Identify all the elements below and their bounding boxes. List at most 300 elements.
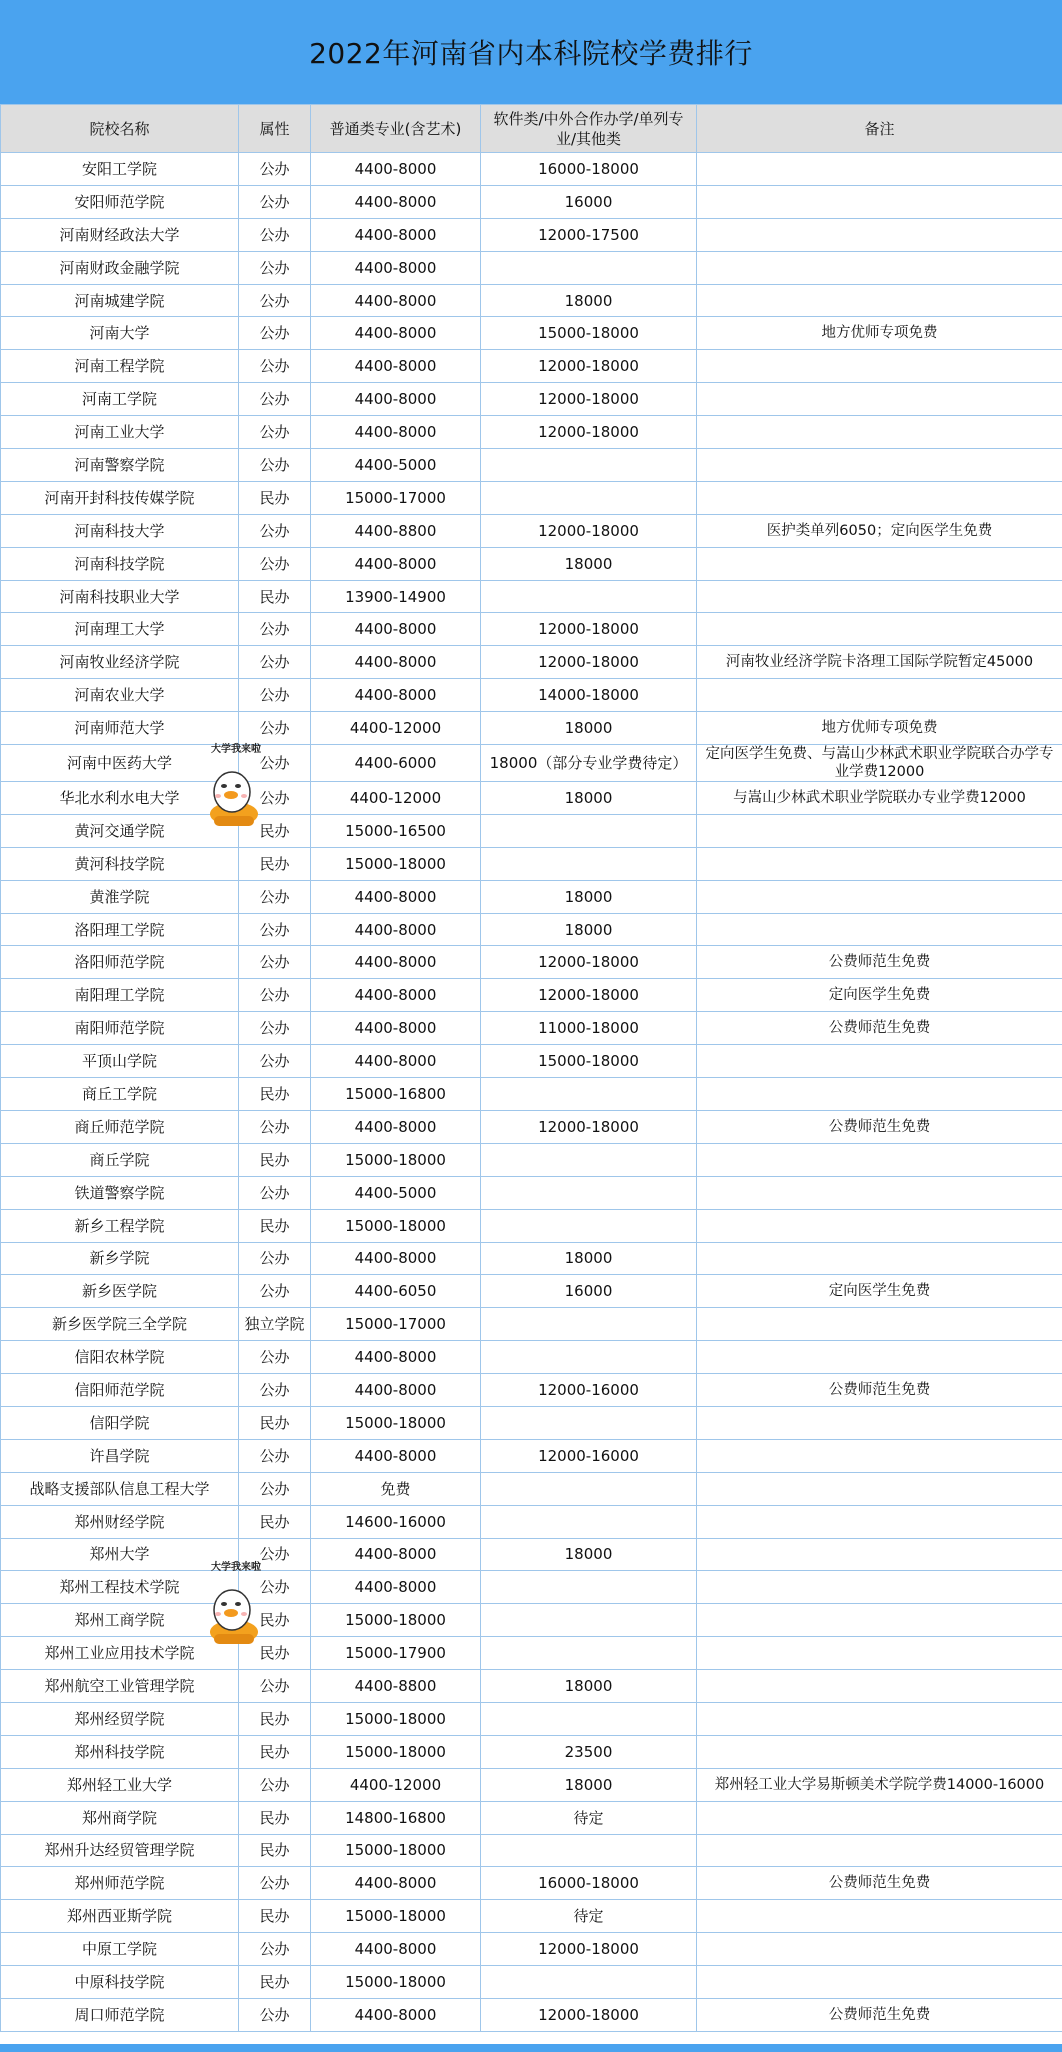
special-fee-cell bbox=[481, 251, 697, 284]
special-fee-cell: 15000-18000 bbox=[481, 317, 697, 350]
note-cell bbox=[697, 251, 1062, 284]
special-fee-cell bbox=[481, 1078, 697, 1111]
school-type-cell: 民办 bbox=[239, 1637, 311, 1670]
regular-fee-cell: 14600-16000 bbox=[311, 1505, 481, 1538]
note-cell bbox=[697, 1406, 1062, 1439]
table-row bbox=[1, 1439, 1062, 1472]
note-cell bbox=[697, 449, 1062, 482]
table-row bbox=[1, 1012, 1062, 1045]
regular-fee-cell: 15000-18000 bbox=[311, 1735, 481, 1768]
table-row bbox=[1, 1341, 1062, 1374]
regular-fee-cell: 15000-18000 bbox=[311, 1143, 481, 1176]
table-row bbox=[1, 646, 1062, 679]
header-note: 备注 bbox=[697, 105, 1062, 153]
note-cell bbox=[697, 350, 1062, 383]
table-header bbox=[1, 105, 1062, 153]
school-type-cell: 民办 bbox=[239, 1900, 311, 1933]
note-cell bbox=[697, 1143, 1062, 1176]
note-cell bbox=[697, 1966, 1062, 1999]
special-fee-cell bbox=[481, 1571, 697, 1604]
school-name-cell: 新乡医学院三全学院 bbox=[1, 1308, 239, 1341]
table-row bbox=[1, 547, 1062, 580]
special-fee-cell: 18000 bbox=[481, 782, 697, 815]
school-name-cell: 河南中医药大学 bbox=[1, 745, 239, 782]
note-cell: 地方优师专项免费 bbox=[697, 712, 1062, 745]
table-row bbox=[1, 613, 1062, 646]
header-row bbox=[1, 105, 1062, 153]
special-fee-cell: 18000 bbox=[481, 1538, 697, 1571]
note-cell: 与嵩山少林武术职业学院联办专业学费12000 bbox=[697, 782, 1062, 815]
note-cell bbox=[697, 1242, 1062, 1275]
note-cell bbox=[697, 185, 1062, 218]
regular-fee-cell: 4400-12000 bbox=[311, 782, 481, 815]
duck-sticker bbox=[188, 740, 284, 832]
note-cell bbox=[697, 218, 1062, 251]
school-type-cell: 公办 bbox=[239, 613, 311, 646]
school-type-cell: 公办 bbox=[239, 745, 311, 782]
special-fee-cell: 16000-18000 bbox=[481, 153, 697, 186]
school-name-cell: 安阳师范学院 bbox=[1, 185, 239, 218]
regular-fee-cell: 4400-8000 bbox=[311, 251, 481, 284]
table-row bbox=[1, 1834, 1062, 1867]
school-type-cell: 公办 bbox=[239, 1341, 311, 1374]
special-fee-cell bbox=[481, 1308, 697, 1341]
school-name-cell: 洛阳理工学院 bbox=[1, 913, 239, 946]
regular-fee-cell: 4400-8000 bbox=[311, 350, 481, 383]
note-cell bbox=[697, 1900, 1062, 1933]
special-fee-cell bbox=[481, 1505, 697, 1538]
school-name-cell: 郑州工程技术学院 bbox=[1, 1571, 239, 1604]
school-name-cell: 商丘学院 bbox=[1, 1143, 239, 1176]
regular-fee-cell: 14800-16800 bbox=[311, 1801, 481, 1834]
school-type-cell: 公办 bbox=[239, 1867, 311, 1900]
school-name-cell: 新乡学院 bbox=[1, 1242, 239, 1275]
regular-fee-cell: 4400-8000 bbox=[311, 1867, 481, 1900]
regular-fee-cell: 4400-8000 bbox=[311, 880, 481, 913]
regular-fee-cell: 4400-8000 bbox=[311, 946, 481, 979]
school-name-cell: 河南工业大学 bbox=[1, 416, 239, 449]
tuition-table bbox=[0, 104, 1062, 2032]
school-type-cell: 公办 bbox=[239, 880, 311, 913]
school-name-cell: 郑州经贸学院 bbox=[1, 1702, 239, 1735]
school-name-cell: 郑州轻工业大学 bbox=[1, 1768, 239, 1801]
note-cell bbox=[697, 153, 1062, 186]
regular-fee-cell: 4400-8000 bbox=[311, 416, 481, 449]
regular-fee-cell: 4400-8000 bbox=[311, 1242, 481, 1275]
table-row bbox=[1, 1604, 1062, 1637]
note-cell: 定向医学生免费、与嵩山少林武术职业学院联合办学专业学费12000 bbox=[697, 745, 1062, 782]
regular-fee-cell: 15000-16800 bbox=[311, 1078, 481, 1111]
regular-fee-cell: 4400-12000 bbox=[311, 712, 481, 745]
regular-fee-cell: 4400-8000 bbox=[311, 1341, 481, 1374]
school-name-cell: 黄河科技学院 bbox=[1, 847, 239, 880]
regular-fee-cell: 4400-8000 bbox=[311, 185, 481, 218]
note-cell bbox=[697, 1538, 1062, 1571]
special-fee-cell: 18000（部分专业学费待定） bbox=[481, 745, 697, 782]
school-name-cell: 信阳学院 bbox=[1, 1406, 239, 1439]
regular-fee-cell: 免费 bbox=[311, 1472, 481, 1505]
special-fee-cell bbox=[481, 580, 697, 613]
note-cell: 公费师范生免费 bbox=[697, 946, 1062, 979]
school-name-cell: 安阳工学院 bbox=[1, 153, 239, 186]
regular-fee-cell: 4400-8000 bbox=[311, 1110, 481, 1143]
table-row bbox=[1, 481, 1062, 514]
table-row bbox=[1, 1143, 1062, 1176]
note-cell bbox=[697, 1045, 1062, 1078]
note-cell bbox=[697, 1702, 1062, 1735]
special-fee-cell: 18000 bbox=[481, 1768, 697, 1801]
regular-fee-cell: 15000-17900 bbox=[311, 1637, 481, 1670]
table-row bbox=[1, 1768, 1062, 1801]
regular-fee-cell: 4400-8000 bbox=[311, 1012, 481, 1045]
table-row bbox=[1, 1702, 1062, 1735]
special-fee-cell: 12000-18000 bbox=[481, 416, 697, 449]
special-fee-cell bbox=[481, 449, 697, 482]
regular-fee-cell: 4400-8000 bbox=[311, 153, 481, 186]
table-row bbox=[1, 847, 1062, 880]
special-fee-cell: 18000 bbox=[481, 284, 697, 317]
note-cell bbox=[697, 880, 1062, 913]
table-row bbox=[1, 251, 1062, 284]
table-row bbox=[1, 782, 1062, 815]
school-name-cell: 河南工程学院 bbox=[1, 350, 239, 383]
table-row bbox=[1, 284, 1062, 317]
table-row bbox=[1, 1045, 1062, 1078]
school-type-cell: 公办 bbox=[239, 1012, 311, 1045]
note-cell: 公费师范生免费 bbox=[697, 1867, 1062, 1900]
school-name-cell: 河南牧业经济学院 bbox=[1, 646, 239, 679]
school-type-cell: 公办 bbox=[239, 1670, 311, 1703]
table-row bbox=[1, 514, 1062, 547]
table-row bbox=[1, 946, 1062, 979]
duck-sticker bbox=[188, 1558, 284, 1650]
school-name-cell: 许昌学院 bbox=[1, 1439, 239, 1472]
school-type-cell: 公办 bbox=[239, 1998, 311, 2031]
school-type-cell: 民办 bbox=[239, 1834, 311, 1867]
regular-fee-cell: 4400-8000 bbox=[311, 646, 481, 679]
special-fee-cell: 23500 bbox=[481, 1735, 697, 1768]
regular-fee-cell: 15000-18000 bbox=[311, 1966, 481, 1999]
special-fee-cell bbox=[481, 1176, 697, 1209]
school-name-cell: 平顶山学院 bbox=[1, 1045, 239, 1078]
table-row bbox=[1, 1406, 1062, 1439]
note-cell bbox=[697, 613, 1062, 646]
special-fee-cell bbox=[481, 1406, 697, 1439]
school-name-cell: 郑州科技学院 bbox=[1, 1735, 239, 1768]
special-fee-cell: 12000-18000 bbox=[481, 1998, 697, 2031]
header-regular-fee: 普通类专业(含艺术) bbox=[311, 105, 481, 153]
table-row bbox=[1, 185, 1062, 218]
school-type-cell: 公办 bbox=[239, 1933, 311, 1966]
special-fee-cell: 12000-18000 bbox=[481, 979, 697, 1012]
school-name-cell: 河南理工大学 bbox=[1, 613, 239, 646]
regular-fee-cell: 15000-18000 bbox=[311, 1209, 481, 1242]
special-fee-cell: 待定 bbox=[481, 1801, 697, 1834]
note-cell bbox=[697, 481, 1062, 514]
school-type-cell: 公办 bbox=[239, 979, 311, 1012]
school-name-cell: 河南工学院 bbox=[1, 383, 239, 416]
note-cell: 医护类单列6050；定向医学生免费 bbox=[697, 514, 1062, 547]
school-name-cell: 信阳师范学院 bbox=[1, 1374, 239, 1407]
school-name-cell: 华北水利水电大学 bbox=[1, 782, 239, 815]
special-fee-cell: 18000 bbox=[481, 1670, 697, 1703]
page-title: 2022年河南省内本科院校学费排行 bbox=[309, 37, 753, 70]
regular-fee-cell: 4400-8800 bbox=[311, 1670, 481, 1703]
note-cell bbox=[697, 1933, 1062, 1966]
school-type-cell: 民办 bbox=[239, 1209, 311, 1242]
special-fee-cell: 待定 bbox=[481, 1900, 697, 1933]
table-row bbox=[1, 1275, 1062, 1308]
school-type-cell: 公办 bbox=[239, 153, 311, 186]
special-fee-cell: 12000-18000 bbox=[481, 350, 697, 383]
school-type-cell: 民办 bbox=[239, 1406, 311, 1439]
special-fee-cell: 18000 bbox=[481, 880, 697, 913]
header-school-type: 属性 bbox=[239, 105, 311, 153]
note-cell bbox=[697, 547, 1062, 580]
table-row bbox=[1, 317, 1062, 350]
school-name-cell: 郑州财经学院 bbox=[1, 1505, 239, 1538]
table-body bbox=[1, 153, 1062, 2032]
table-row bbox=[1, 1078, 1062, 1111]
school-name-cell: 新乡医学院 bbox=[1, 1275, 239, 1308]
table-row bbox=[1, 1308, 1062, 1341]
school-type-cell: 民办 bbox=[239, 1801, 311, 1834]
bottom-bar bbox=[0, 2044, 1062, 2052]
regular-fee-cell: 15000-17000 bbox=[311, 1308, 481, 1341]
school-name-cell: 郑州航空工业管理学院 bbox=[1, 1670, 239, 1703]
header-school-name: 院校名称 bbox=[1, 105, 239, 153]
school-name-cell: 周口师范学院 bbox=[1, 1998, 239, 2031]
regular-fee-cell: 4400-6050 bbox=[311, 1275, 481, 1308]
school-type-cell: 公办 bbox=[239, 416, 311, 449]
note-cell: 公费师范生免费 bbox=[697, 1110, 1062, 1143]
note-cell: 公费师范生免费 bbox=[697, 1374, 1062, 1407]
school-name-cell: 河南大学 bbox=[1, 317, 239, 350]
special-fee-cell: 15000-18000 bbox=[481, 1045, 697, 1078]
school-type-cell: 民办 bbox=[239, 1604, 311, 1637]
regular-fee-cell: 4400-8000 bbox=[311, 1374, 481, 1407]
table-row bbox=[1, 1966, 1062, 1999]
school-name-cell: 郑州西亚斯学院 bbox=[1, 1900, 239, 1933]
school-type-cell: 民办 bbox=[239, 1143, 311, 1176]
school-type-cell: 公办 bbox=[239, 547, 311, 580]
school-type-cell: 公办 bbox=[239, 218, 311, 251]
note-cell: 郑州轻工业大学易斯顿美术学院学费14000-16000 bbox=[697, 1768, 1062, 1801]
special-fee-cell: 12000-18000 bbox=[481, 1933, 697, 1966]
school-type-cell: 民办 bbox=[239, 847, 311, 880]
table-row bbox=[1, 1801, 1062, 1834]
sticker-caption: 大学我来啦 bbox=[211, 744, 261, 755]
note-cell bbox=[697, 679, 1062, 712]
school-type-cell: 民办 bbox=[239, 481, 311, 514]
table-row bbox=[1, 913, 1062, 946]
regular-fee-cell: 15000-18000 bbox=[311, 1900, 481, 1933]
table-row bbox=[1, 1209, 1062, 1242]
regular-fee-cell: 4400-8000 bbox=[311, 613, 481, 646]
table-row bbox=[1, 218, 1062, 251]
school-name-cell: 中原科技学院 bbox=[1, 1966, 239, 1999]
school-type-cell: 公办 bbox=[239, 646, 311, 679]
school-name-cell: 商丘师范学院 bbox=[1, 1110, 239, 1143]
school-name-cell: 黄淮学院 bbox=[1, 880, 239, 913]
regular-fee-cell: 15000-17000 bbox=[311, 481, 481, 514]
school-name-cell: 郑州工业应用技术学院 bbox=[1, 1637, 239, 1670]
special-fee-cell: 18000 bbox=[481, 1242, 697, 1275]
note-cell bbox=[697, 1604, 1062, 1637]
table-row bbox=[1, 1242, 1062, 1275]
school-name-cell: 郑州师范学院 bbox=[1, 1867, 239, 1900]
title-bar bbox=[0, 0, 1062, 104]
regular-fee-cell: 4400-8000 bbox=[311, 1439, 481, 1472]
table-row bbox=[1, 1176, 1062, 1209]
special-fee-cell bbox=[481, 1341, 697, 1374]
regular-fee-cell: 15000-18000 bbox=[311, 1406, 481, 1439]
table-row bbox=[1, 1998, 1062, 2031]
note-cell bbox=[697, 1670, 1062, 1703]
note-cell bbox=[697, 383, 1062, 416]
table-row bbox=[1, 712, 1062, 745]
special-fee-cell: 18000 bbox=[481, 547, 697, 580]
school-type-cell: 公办 bbox=[239, 679, 311, 712]
sticker-caption: 大学我来啦 bbox=[211, 1562, 261, 1573]
special-fee-cell: 12000-18000 bbox=[481, 946, 697, 979]
school-name-cell: 河南师范大学 bbox=[1, 712, 239, 745]
regular-fee-cell: 4400-8000 bbox=[311, 284, 481, 317]
school-type-cell: 公办 bbox=[239, 1045, 311, 1078]
regular-fee-cell: 4400-8000 bbox=[311, 979, 481, 1012]
school-type-cell: 公办 bbox=[239, 317, 311, 350]
school-type-cell: 公办 bbox=[239, 185, 311, 218]
regular-fee-cell: 4400-8000 bbox=[311, 1045, 481, 1078]
school-type-cell: 公办 bbox=[239, 251, 311, 284]
school-name-cell: 河南科技学院 bbox=[1, 547, 239, 580]
note-cell bbox=[697, 1308, 1062, 1341]
school-type-cell: 公办 bbox=[239, 449, 311, 482]
school-type-cell: 公办 bbox=[239, 712, 311, 745]
special-fee-cell: 18000 bbox=[481, 712, 697, 745]
regular-fee-cell: 4400-8000 bbox=[311, 218, 481, 251]
table-row bbox=[1, 745, 1062, 782]
school-type-cell: 民办 bbox=[239, 1966, 311, 1999]
special-fee-cell: 16000-18000 bbox=[481, 1867, 697, 1900]
table-row bbox=[1, 979, 1062, 1012]
school-name-cell: 郑州大学 bbox=[1, 1538, 239, 1571]
special-fee-cell: 12000-16000 bbox=[481, 1439, 697, 1472]
regular-fee-cell: 4400-8000 bbox=[311, 317, 481, 350]
school-name-cell: 战略支援部队信息工程大学 bbox=[1, 1472, 239, 1505]
table-row bbox=[1, 1374, 1062, 1407]
note-cell: 公费师范生免费 bbox=[697, 1012, 1062, 1045]
special-fee-cell bbox=[481, 1604, 697, 1637]
regular-fee-cell: 4400-12000 bbox=[311, 1768, 481, 1801]
school-type-cell: 民办 bbox=[239, 1505, 311, 1538]
regular-fee-cell: 4400-8000 bbox=[311, 1538, 481, 1571]
regular-fee-cell: 13900-14900 bbox=[311, 580, 481, 613]
regular-fee-cell: 4400-6000 bbox=[311, 745, 481, 782]
special-fee-cell bbox=[481, 1702, 697, 1735]
school-type-cell: 公办 bbox=[239, 1275, 311, 1308]
special-fee-cell: 16000 bbox=[481, 185, 697, 218]
special-fee-cell: 12000-18000 bbox=[481, 613, 697, 646]
school-name-cell: 洛阳师范学院 bbox=[1, 946, 239, 979]
table-row bbox=[1, 383, 1062, 416]
special-fee-cell: 12000-18000 bbox=[481, 1110, 697, 1143]
table-row bbox=[1, 679, 1062, 712]
school-name-cell: 黄河交通学院 bbox=[1, 814, 239, 847]
school-type-cell: 公办 bbox=[239, 1472, 311, 1505]
special-fee-cell bbox=[481, 1209, 697, 1242]
school-name-cell: 商丘工学院 bbox=[1, 1078, 239, 1111]
table-row bbox=[1, 1538, 1062, 1571]
note-cell: 河南牧业经济学院卡洛理工国际学院暂定45000 bbox=[697, 646, 1062, 679]
school-type-cell: 民办 bbox=[239, 814, 311, 847]
special-fee-cell: 16000 bbox=[481, 1275, 697, 1308]
regular-fee-cell: 4400-8000 bbox=[311, 1933, 481, 1966]
school-name-cell: 信阳农林学院 bbox=[1, 1341, 239, 1374]
table-row bbox=[1, 416, 1062, 449]
school-name-cell: 南阳理工学院 bbox=[1, 979, 239, 1012]
note-cell bbox=[697, 1735, 1062, 1768]
regular-fee-cell: 4400-5000 bbox=[311, 1176, 481, 1209]
table-row bbox=[1, 1505, 1062, 1538]
tuition-table-container bbox=[0, 104, 1062, 2044]
school-name-cell: 铁道警察学院 bbox=[1, 1176, 239, 1209]
special-fee-cell: 12000-18000 bbox=[481, 514, 697, 547]
school-type-cell: 公办 bbox=[239, 1110, 311, 1143]
school-name-cell: 郑州升达经贸管理学院 bbox=[1, 1834, 239, 1867]
regular-fee-cell: 4400-8000 bbox=[311, 383, 481, 416]
school-type-cell: 民办 bbox=[239, 1078, 311, 1111]
note-cell bbox=[697, 1472, 1062, 1505]
table-row bbox=[1, 1933, 1062, 1966]
regular-fee-cell: 15000-16500 bbox=[311, 814, 481, 847]
regular-fee-cell: 4400-8000 bbox=[311, 913, 481, 946]
school-type-cell: 独立学院 bbox=[239, 1308, 311, 1341]
table-row bbox=[1, 1735, 1062, 1768]
table-row bbox=[1, 350, 1062, 383]
school-name-cell: 河南警察学院 bbox=[1, 449, 239, 482]
school-name-cell: 河南开封科技传媒学院 bbox=[1, 481, 239, 514]
school-type-cell: 民办 bbox=[239, 580, 311, 613]
special-fee-cell: 18000 bbox=[481, 913, 697, 946]
regular-fee-cell: 15000-18000 bbox=[311, 1604, 481, 1637]
header-special-fee: 软件类/中外合作办学/单列专业/其他类 bbox=[481, 105, 697, 153]
school-type-cell: 公办 bbox=[239, 1374, 311, 1407]
table-row bbox=[1, 449, 1062, 482]
special-fee-cell bbox=[481, 1637, 697, 1670]
table-row bbox=[1, 580, 1062, 613]
special-fee-cell: 11000-18000 bbox=[481, 1012, 697, 1045]
note-cell bbox=[697, 847, 1062, 880]
school-type-cell: 公办 bbox=[239, 1242, 311, 1275]
regular-fee-cell: 4400-8000 bbox=[311, 1998, 481, 2031]
special-fee-cell bbox=[481, 1966, 697, 1999]
regular-fee-cell: 15000-18000 bbox=[311, 847, 481, 880]
note-cell bbox=[697, 284, 1062, 317]
regular-fee-cell: 4400-8000 bbox=[311, 679, 481, 712]
table-row bbox=[1, 1472, 1062, 1505]
special-fee-cell bbox=[481, 1834, 697, 1867]
table-row bbox=[1, 1571, 1062, 1604]
school-type-cell: 公办 bbox=[239, 782, 311, 815]
special-fee-cell bbox=[481, 814, 697, 847]
table-row bbox=[1, 153, 1062, 186]
note-cell bbox=[697, 1801, 1062, 1834]
table-row bbox=[1, 1867, 1062, 1900]
table-row bbox=[1, 814, 1062, 847]
note-cell bbox=[697, 580, 1062, 613]
special-fee-cell: 12000-17500 bbox=[481, 218, 697, 251]
